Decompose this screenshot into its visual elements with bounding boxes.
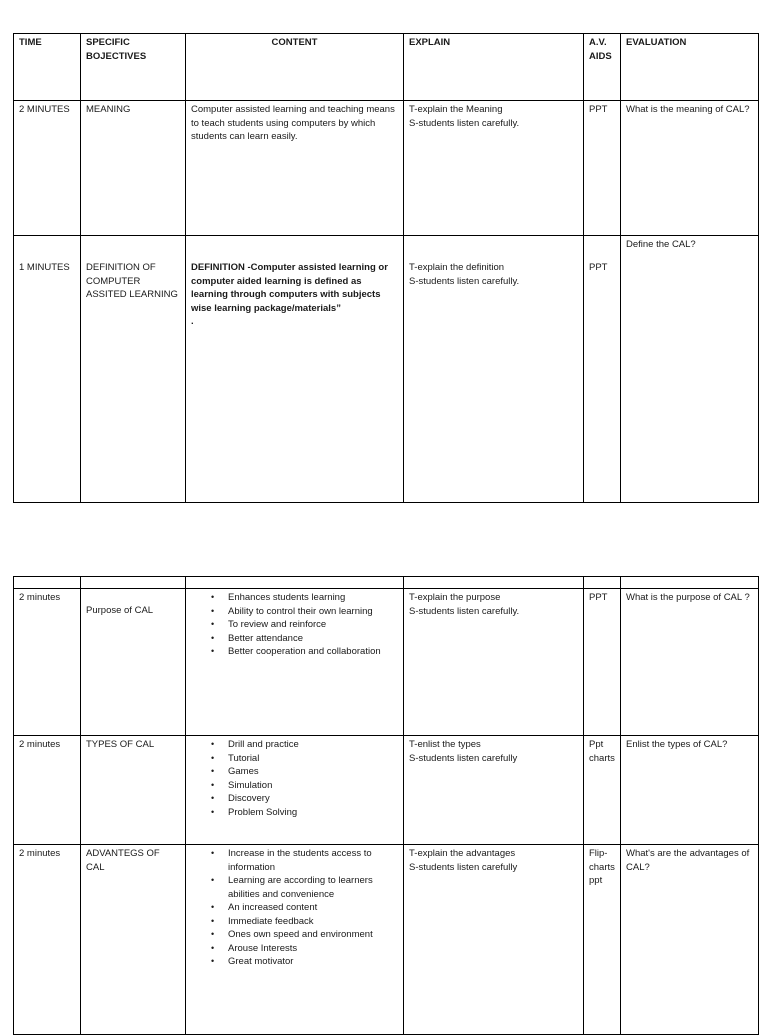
explain-teacher: T-explain the purpose xyxy=(409,592,501,603)
list-item: • Better cooperation and collaboration xyxy=(228,645,398,659)
aids-cell: Ppt charts xyxy=(584,736,621,845)
list-item: • Drill and practice xyxy=(228,738,398,752)
header-evaluation: EVALUATION xyxy=(621,34,759,101)
list-item: • Immediate feedback xyxy=(228,915,398,929)
objective-cell: TYPES OF CAL xyxy=(81,736,186,845)
time-cell: 2 minutes xyxy=(14,845,81,1035)
objective-cell: DEFINITION OF COMPUTER ASSITED LEARNING xyxy=(81,236,186,503)
list-item: • Problem Solving xyxy=(228,806,398,820)
empty-cell xyxy=(186,577,404,589)
explain-student: S-students listen carefully. xyxy=(409,117,520,129)
empty-cell xyxy=(404,577,584,589)
explain-teacher: T-explain the Meaning xyxy=(409,104,503,115)
content-cell xyxy=(186,589,404,736)
table-row xyxy=(14,236,759,503)
empty-cell xyxy=(584,577,621,589)
explain-student: S-students listen carefully xyxy=(409,861,518,873)
evaluation-cell: What's are the advantages of CAL? xyxy=(621,845,759,1035)
objective-cell: MEANING xyxy=(81,101,186,236)
list-item: • Increase in the students access to information xyxy=(228,847,398,874)
list-item: • Better attendance xyxy=(228,632,398,646)
table-row xyxy=(14,736,759,845)
list-item: • To review and reinforce xyxy=(228,618,398,632)
empty-header-row xyxy=(14,577,759,589)
lesson-plan-table-2 xyxy=(13,576,759,1035)
header-aids: A.V. AIDS xyxy=(584,34,621,101)
bullet-list xyxy=(191,738,398,819)
list-item: • Tutorial xyxy=(228,752,398,766)
explain-student: S-students listen carefully. xyxy=(409,605,520,617)
bullet-list xyxy=(191,591,398,659)
table-row xyxy=(14,589,759,736)
header-explain: EXPLAIN xyxy=(404,34,584,101)
table-row xyxy=(14,845,759,1035)
empty-cell xyxy=(14,577,81,589)
time-cell: 2 MINUTES xyxy=(14,101,81,236)
table-row xyxy=(14,101,759,236)
aids-cell: PPT xyxy=(584,236,621,503)
content-cell xyxy=(186,236,404,503)
definition-label: DEFINITION - xyxy=(191,262,251,273)
list-item: • Ones own speed and environment xyxy=(228,928,398,942)
list-item: • Games xyxy=(228,765,398,779)
explain-cell xyxy=(404,736,584,845)
evaluation-cell: Define the CAL? xyxy=(621,236,759,503)
time-cell: 2 minutes xyxy=(14,736,81,845)
explain-student: S-students listen carefully xyxy=(409,752,518,764)
content-cell xyxy=(186,845,404,1035)
content-dot: . xyxy=(191,316,194,327)
explain-teacher: T-explain the definition xyxy=(409,262,505,273)
bullet-list xyxy=(191,847,398,969)
objective-cell: Purpose of CAL xyxy=(81,589,186,736)
empty-cell xyxy=(81,577,186,589)
evaluation-cell: Enlist the types of CAL? xyxy=(621,736,759,845)
explain-cell xyxy=(404,845,584,1035)
list-item: • Great motivator xyxy=(228,955,398,969)
content-cell xyxy=(186,736,404,845)
time-cell: 2 minutes xyxy=(14,589,81,736)
header-objectives: SPECIFIC BOJECTIVES xyxy=(81,34,186,101)
explain-cell xyxy=(404,101,584,236)
header-content: CONTENT xyxy=(186,34,404,101)
time-cell: 1 MINUTES xyxy=(14,236,81,503)
explain-student: S-students listen carefully. xyxy=(409,275,520,287)
list-item: • Ability to control their own learning xyxy=(228,605,398,619)
empty-cell xyxy=(621,577,759,589)
explain-teacher: T-explain the advantages xyxy=(409,848,516,859)
explain-teacher: T-enlist the types xyxy=(409,739,481,750)
evaluation-cell: What is the purpose of CAL ? xyxy=(621,589,759,736)
list-item: • Discovery xyxy=(228,792,398,806)
objective-cell: ADVANTEGS OF CAL xyxy=(81,845,186,1035)
explain-cell xyxy=(404,236,584,503)
definition-text: Computer assisted learning or computer aided learning is defined as learning through computers with subjects wise learning package/materials” xyxy=(191,262,388,314)
list-item: • Learning are according to learners abilities and convenience xyxy=(228,874,398,901)
header-time: TIME xyxy=(14,34,81,101)
list-item: • Simulation xyxy=(228,779,398,793)
evaluation-cell: What is the meaning of CAL? xyxy=(621,101,759,236)
list-item: • An increased content xyxy=(228,901,398,915)
aids-cell: PPT xyxy=(584,101,621,236)
content-cell: Computer assisted learning and teaching means to teach students using computers by which students can learn easily. xyxy=(186,101,404,236)
lesson-plan-table-1 xyxy=(13,33,759,503)
header-row xyxy=(14,34,759,101)
explain-cell xyxy=(404,589,584,736)
aids-cell: PPT xyxy=(584,589,621,736)
list-item: • Arouse Interests xyxy=(228,942,398,956)
aids-cell: Flip-charts ppt xyxy=(584,845,621,1035)
list-item: • Enhances students learning xyxy=(228,591,398,605)
